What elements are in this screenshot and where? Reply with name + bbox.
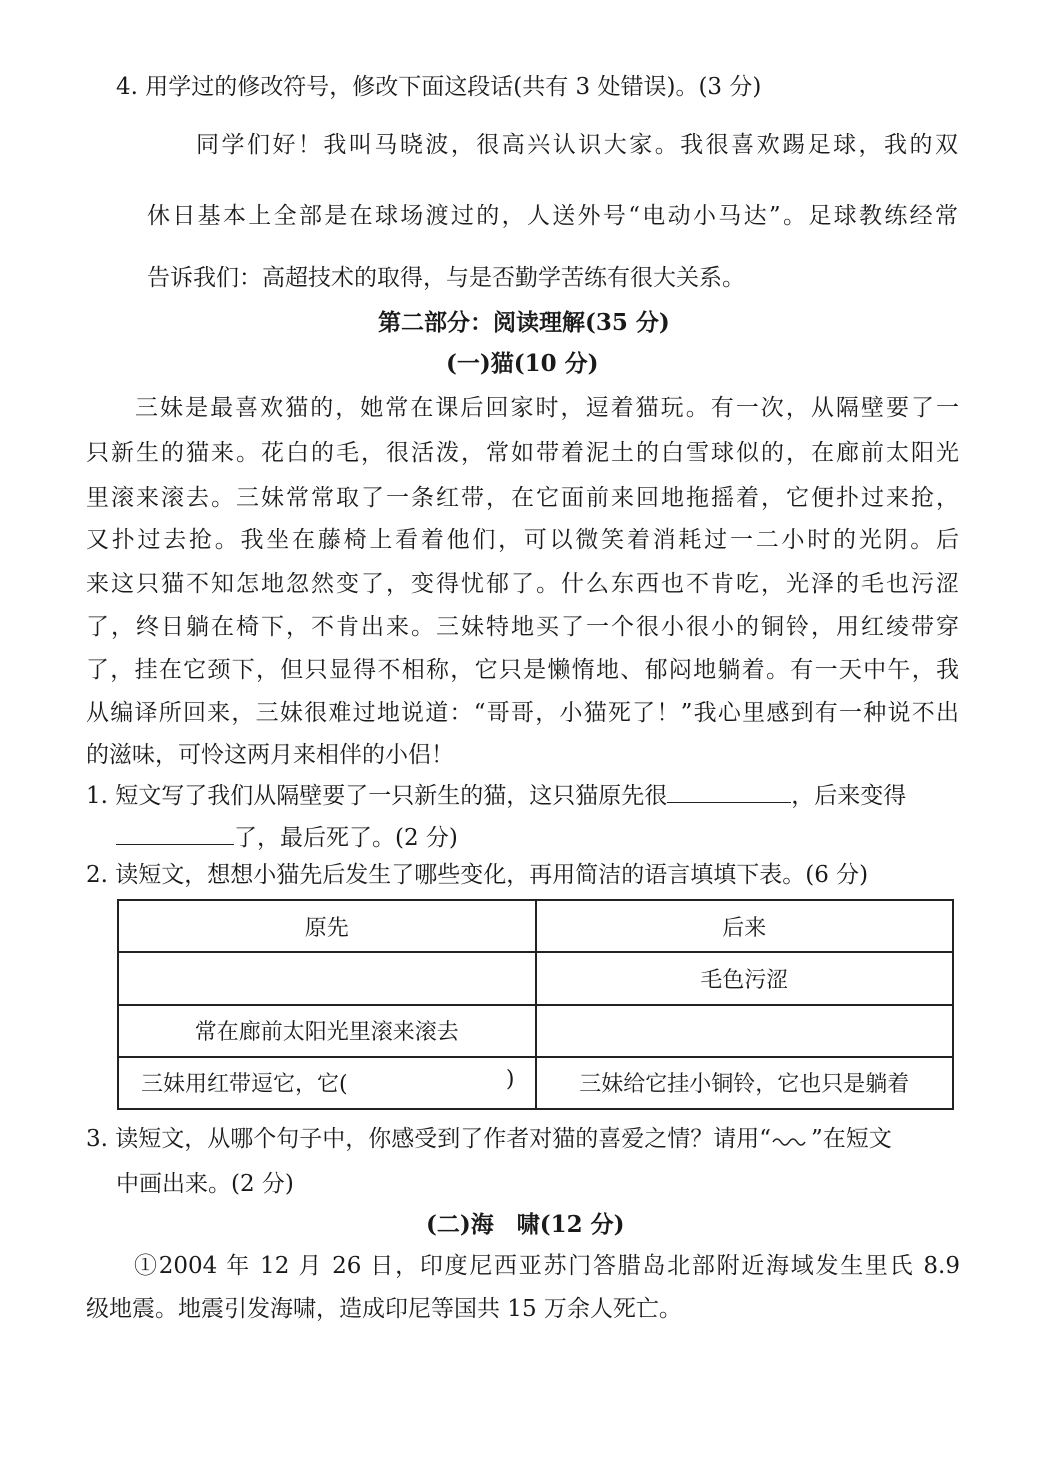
row1-before-cell[interactable] bbox=[118, 952, 536, 1004]
q4-text-line-3: 告诉我们：高超技术的取得，与是否勤学苦练有很大关系。 bbox=[147, 265, 745, 291]
q1-text-b: ，后来变得 bbox=[791, 783, 907, 809]
q3-text-b: ”在短文 bbox=[811, 1126, 892, 1152]
table-header-row bbox=[118, 900, 953, 952]
wavy-line-icon bbox=[771, 1133, 811, 1147]
passage-line-1: 三妹是最喜欢猫的，她常在课后回家时，逗着猫玩。有一次，从隔壁要了一 bbox=[135, 395, 959, 421]
q1-line-1 bbox=[86, 776, 906, 811]
q1-blank-1[interactable] bbox=[667, 776, 791, 803]
q1-blank-2[interactable] bbox=[116, 818, 234, 845]
section2-line-1: ①2004 年 12 月 26 日，印度尼西亚苏门答腊岛北部附近海域发生里氏 8.9 bbox=[134, 1253, 960, 1279]
part2-title: 第二部分：阅读理解(35 分) bbox=[378, 309, 670, 336]
passage-line-7: 了，挂在它颈下，但只显得不相称，它只是懒惰地、郁闷地躺着。有一天中午，我 bbox=[86, 657, 959, 683]
table-row bbox=[118, 1005, 953, 1057]
passage-line-8: 从编译所回来，三妹很难过地说道：“哥哥，小猫死了！”我心里感到有一种说不出 bbox=[86, 700, 959, 726]
table-row bbox=[118, 952, 953, 1004]
row3-after-cell: 三妹给它挂小铜铃，它也只是躺着 bbox=[536, 1057, 954, 1109]
table-row bbox=[118, 1057, 953, 1109]
q3-line-1 bbox=[86, 1124, 892, 1154]
passage-line-9: 的滋味，可怜这两月来相伴的小侣！ bbox=[86, 742, 454, 768]
q2-title: 2. 读短文，想想小猫先后发生了哪些变化，再用简洁的语言填填下表。(6 分) bbox=[86, 862, 869, 888]
q1-text-c: 了，最后死了。(2 分) bbox=[234, 825, 458, 851]
q4-text-line-2: 休日基本上全部是在球场渡过的，人送外号“电动小马达”。足球教练经常 bbox=[147, 203, 958, 229]
section2-line-2: 级地震。地震引发海啸，造成印尼等国共 15 万余人死亡。 bbox=[86, 1296, 682, 1322]
passage-line-2: 只新生的猫来。花白的毛，很活泼，常如带着泥土的白雪球似的，在廊前太阳光 bbox=[86, 440, 959, 466]
q4-title: 4. 用学过的修改符号，修改下面这段话(共有 3 处错误)。(3 分) bbox=[116, 74, 762, 100]
q1-line-2 bbox=[116, 818, 458, 853]
section1-title: (一)猫(10 分) bbox=[446, 350, 599, 377]
change-table bbox=[117, 899, 954, 1110]
row3-before-close-paren: ) bbox=[505, 1067, 515, 1093]
row3-before-cell[interactable] bbox=[118, 1057, 536, 1109]
q4-text-line-1: 同学们好！我叫马晓波，很高兴认识大家。我很喜欢踢足球，我的双 bbox=[196, 132, 958, 158]
header-before: 原先 bbox=[118, 900, 536, 952]
section2-title: (二)海 啸(12 分) bbox=[426, 1211, 625, 1238]
passage-line-6: 了，终日躺在椅下，不肯出来。三妹特地买了一个很小很小的铜铃，用红绫带穿 bbox=[86, 614, 959, 640]
passage-line-5: 来这只猫不知怎地忽然变了，变得忧郁了。什么东西也不肯吃，光泽的毛也污涩 bbox=[86, 571, 959, 597]
row2-after-cell[interactable] bbox=[536, 1005, 954, 1057]
passage-line-3: 里滚来滚去。三妹常常取了一条红带，在它面前来回地拖摇着，它便扑过来抢， bbox=[86, 485, 959, 511]
passage-line-4: 又扑过去抢。我坐在藤椅上看着他们，可以微笑着消耗过一二小时的光阴。后 bbox=[86, 527, 959, 553]
q3-line-2: 中画出来。(2 分) bbox=[116, 1171, 294, 1197]
row3-before-text: 三妹用红带逗它，它( bbox=[141, 1072, 348, 1098]
q1-text-a: 1. 短文写了我们从隔壁要了一只新生的猫，这只猫原先很 bbox=[86, 783, 668, 809]
header-after: 后来 bbox=[536, 900, 954, 952]
q3-text-a: 3. 读短文，从哪个句子中，你感受到了作者对猫的喜爱之情？请用“ bbox=[86, 1126, 772, 1152]
row1-after-cell: 毛色污涩 bbox=[536, 952, 954, 1004]
row2-before-cell: 常在廊前太阳光里滚来滚去 bbox=[118, 1005, 536, 1057]
